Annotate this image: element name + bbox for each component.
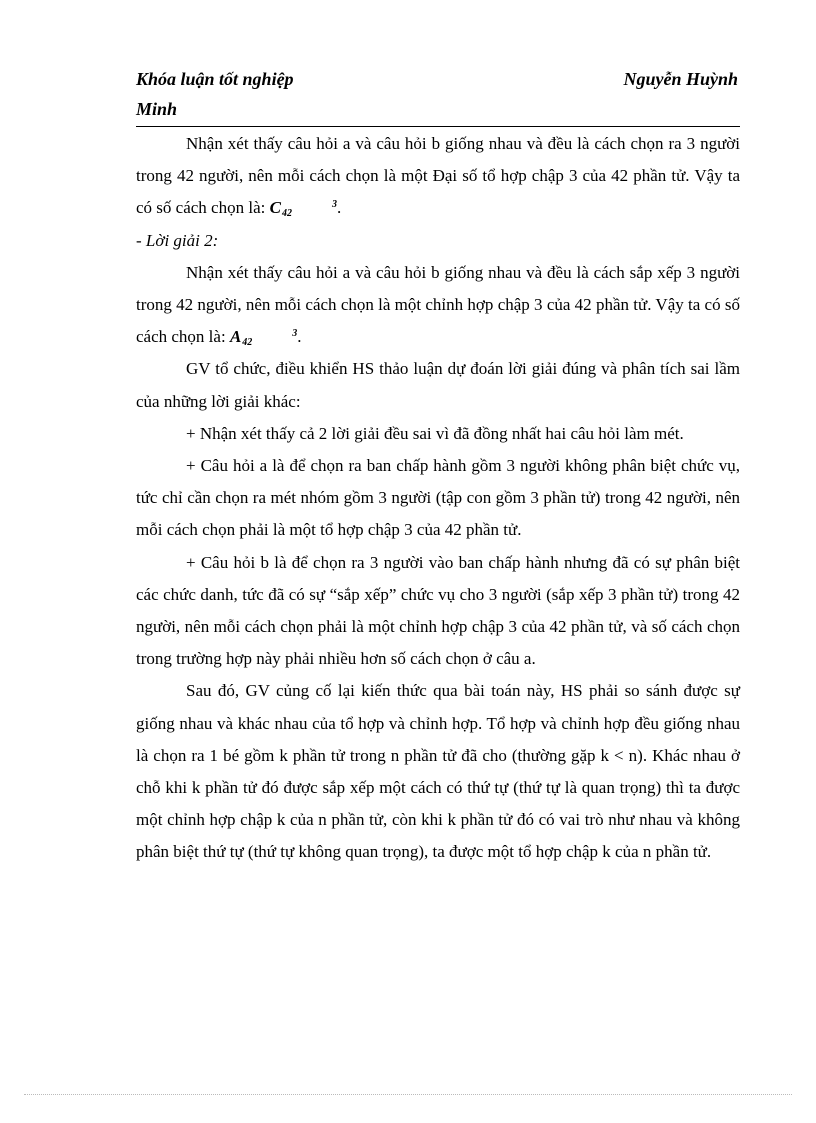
- paragraph-2: [136, 257, 740, 354]
- formula-base: A: [229, 327, 242, 347]
- paragraph-2-text: Nhận xét thấy câu hỏi a và câu hỏi b giống nhau và đều là cách sắp xếp 3 người trong 42 người, nên mỗi cách chọn là một chỉnh hợp chập 3 của 42 phần tử. Vậy ta có số cách chọn là:: [136, 262, 740, 347]
- combination-formula: [269, 198, 337, 220]
- paragraph-1-end: .: [336, 198, 342, 218]
- paragraph-6: + Câu hỏi b là để chọn ra 3 người vào ban chấp hành nhưng đã có sự phân biệt các chức danh, tức đã có sự “sắp xếp” chức vụ cho 3 người (sắp xếp 3 phần tử) trong 42 người, nên mỗi cách chọn phải là một chỉnh hợp chập 3 của 42 phần tử, và số cách chọn trong trường hợp này phải nhiều hơn số cách chọn ở câu a.: [136, 552, 740, 669]
- paragraph-2-end: .: [297, 327, 302, 347]
- footer-rule: [24, 1094, 792, 1095]
- paragraph-5: + Câu hỏi a là để chọn ra ban chấp hành gồm 3 người không phân biệt chức vụ, tức chỉ cần chọn ra mét nhóm gồm 3 người (tập con gồm 3 phần tử) trong 42 người, nên mỗi cách chọn phải là một tổ hợp chập 3 của 42 phần tử.: [136, 456, 740, 540]
- formula-base: C: [269, 198, 281, 218]
- formula-sup: 3: [331, 199, 337, 211]
- arrangement-formula: [229, 327, 298, 349]
- paragraph-1-text: Nhận xét thấy câu hỏi a và câu hỏi b giống nhau và đều là cách chọn ra 3 người trong 42 người, nên mỗi cách chọn là một Đại số tổ hợp chập 3 của 42 phần tử. Vậy ta có số cách chọn là:: [136, 134, 740, 218]
- paragraph-7: Sau đó, GV củng cố lại kiến thức qua bài toán này, HS phải so sánh được sự giống nhau và khác nhau của tổ hợp và chỉnh hợp. Tổ hợp và chỉnh hợp đều giống nhau là chọn ra 1 bé gồm k phần tử trong n phần tử đã cho (thường gặp k < n). Khác nhau ở chỗ khi k phần tử đó được sắp xếp một cách có thứ tự (thứ tự là quan trọng) thì ta được một chỉnh hợp chập k của n phần tử, còn khi k phần tử đó có vai trò như nhau và không phân biệt thứ tự (thứ tự không quan trọng), ta được một tổ hợp chập k của n phần tử.: [136, 681, 740, 862]
- solution-2-label: - Lời giải 2:: [136, 230, 219, 250]
- paragraph-4: + Nhận xét thấy cả 2 lời giải đều sai vì đã đồng nhất hai câu hỏi làm mét.: [186, 423, 684, 443]
- document-body: [136, 128, 740, 869]
- header-author: Nguyễn Huỳnh: [623, 69, 738, 89]
- header-title: Khóa luận tốt nghiệp: [136, 69, 294, 89]
- paragraph-1: [136, 128, 740, 225]
- page-header: [136, 64, 740, 124]
- header-rule: [136, 126, 740, 127]
- header-author-continued: Minh: [136, 99, 178, 119]
- formula-sub: 42: [281, 208, 292, 220]
- formula-sub: 42: [242, 337, 253, 349]
- paragraph-3: GV tổ chức, điều khiển HS thảo luận dự đoán lời giải đúng và phân tích sai lầm của những lời giải khác:: [136, 359, 740, 411]
- formula-sup: 3: [292, 328, 298, 340]
